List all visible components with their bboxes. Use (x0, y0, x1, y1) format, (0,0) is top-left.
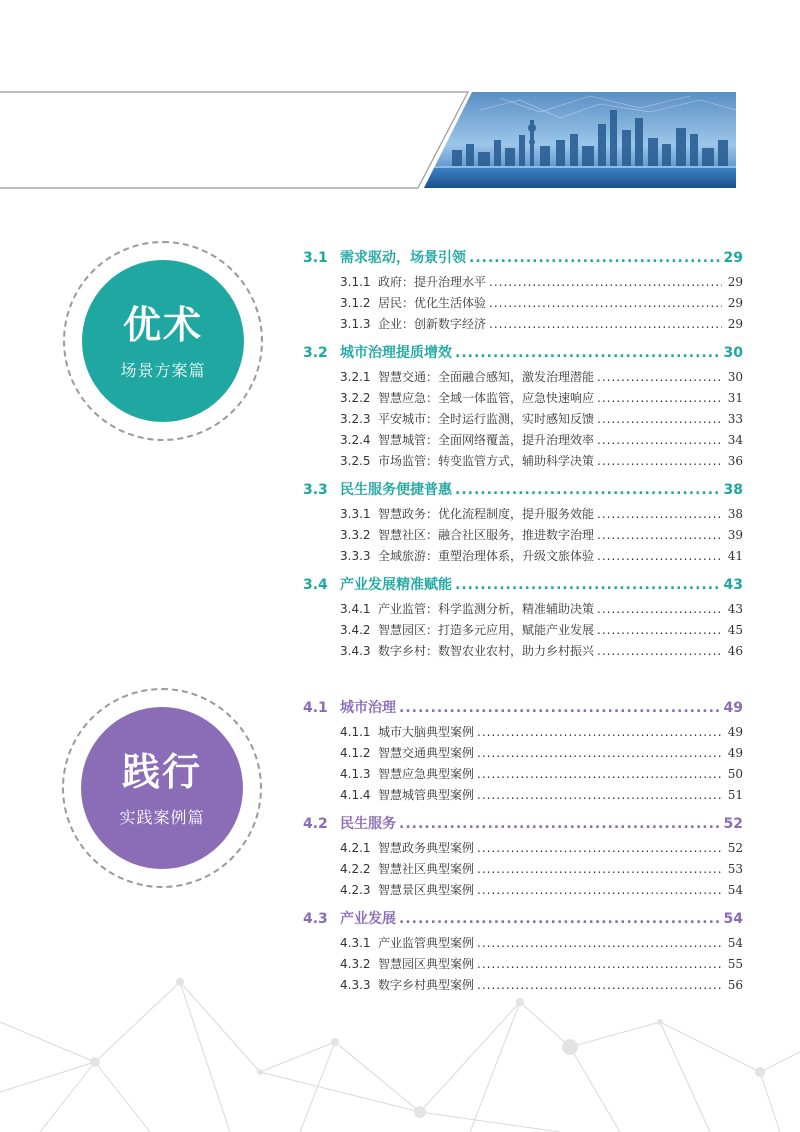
skyline-image (420, 92, 740, 188)
item-title: 智慧城管典型案例 (378, 788, 475, 802)
page-number: 46 (727, 644, 743, 658)
item-title: 智慧景区典型案例 (378, 883, 475, 897)
dot-leader (455, 577, 721, 593)
dot-leader (597, 412, 722, 426)
dot-leader (477, 725, 722, 739)
toc-item[interactable] (303, 410, 743, 431)
toc-section[interactable] (303, 697, 743, 723)
toc-item[interactable] (303, 547, 743, 568)
toc-section[interactable] (303, 479, 743, 505)
section-title: 城市治理 (340, 700, 396, 716)
item-title: 智慧交通：全面融合感知，激发治理潜能 (378, 370, 595, 384)
section-title: 需求驱动，场景引领 (340, 250, 466, 266)
item-title: 智慧园区：打造多元应用，赋能产业发展 (378, 623, 595, 637)
item-title: 市场监管：转变监管方式，辅助科学决策 (378, 454, 595, 468)
toc-section[interactable] (303, 574, 743, 600)
section-number: 4.3 (303, 911, 328, 927)
item-title: 平安城市：全时运行监测，实时感知反馈 (378, 412, 595, 426)
dot-leader (469, 250, 721, 266)
toc-item[interactable] (303, 621, 743, 642)
toc-part-2 (303, 697, 743, 997)
toc-section[interactable] (303, 342, 743, 368)
toc-item[interactable] (303, 526, 743, 547)
item-number: 3.1.3 (340, 317, 371, 331)
dot-leader (597, 391, 722, 405)
item-title: 城市大脑典型案例 (378, 725, 475, 739)
dot-leader (597, 433, 722, 447)
dot-leader (477, 883, 722, 897)
page-number: 29 (723, 250, 743, 266)
item-number: 3.1.2 (340, 296, 371, 310)
badge-title: 践行 (121, 749, 202, 794)
item-title: 智慧应急：全域一体监管，应急快速响应 (378, 391, 595, 405)
section-title: 民生服务 (340, 816, 396, 832)
item-number: 4.1.4 (340, 788, 371, 802)
toc-section[interactable] (303, 813, 743, 839)
page-number: 29 (727, 296, 743, 310)
page-number: 34 (727, 433, 743, 447)
item-title: 企业：创新数字经济 (378, 317, 487, 331)
toc-part-1 (303, 247, 743, 663)
item-number: 4.2.1 (340, 841, 371, 855)
dot-leader (399, 700, 721, 716)
chapter-badge-jianxing (62, 688, 262, 888)
page-number: 54 (723, 911, 743, 927)
item-number: 3.4.2 (340, 623, 371, 637)
section-title: 产业发展精准赋能 (340, 577, 452, 593)
dot-leader (489, 296, 722, 310)
item-number: 4.3.2 (340, 957, 371, 971)
page-number: 53 (727, 862, 743, 876)
toc-item[interactable] (303, 315, 743, 336)
page-number: 52 (723, 816, 743, 832)
dot-leader (597, 507, 722, 521)
section-title: 民生服务便捷普惠 (340, 482, 452, 498)
item-title: 智慧城管：全面网络覆盖，提升治理效率 (378, 433, 595, 447)
dot-leader (455, 345, 721, 361)
item-title: 数字乡村典型案例 (378, 978, 475, 992)
item-number: 3.2.5 (340, 454, 371, 468)
item-number: 4.1.1 (340, 725, 371, 739)
item-title: 产业监管典型案例 (378, 936, 475, 950)
toc-item[interactable] (303, 294, 743, 315)
dot-leader (489, 275, 722, 289)
toc-item[interactable] (303, 723, 743, 744)
page-number: 50 (727, 767, 743, 781)
dot-leader (455, 482, 721, 498)
item-title: 智慧社区：融合社区服务，推进数字治理 (378, 528, 595, 542)
item-title: 智慧应急典型案例 (378, 767, 475, 781)
dot-leader (477, 788, 722, 802)
toc-item[interactable] (303, 839, 743, 860)
dot-leader (399, 911, 721, 927)
page-number: 43 (727, 602, 743, 616)
page-number: 54 (727, 936, 743, 950)
page-number: 43 (723, 577, 743, 593)
dot-leader (477, 841, 722, 855)
page-number: 29 (727, 275, 743, 289)
item-title: 政府：提升治理水平 (378, 275, 487, 289)
page-number: 45 (727, 623, 743, 637)
dot-leader (597, 644, 722, 658)
section-number: 3.2 (303, 345, 328, 361)
item-number: 3.2.3 (340, 412, 371, 426)
item-title: 产业监管：科学监测分析，精准辅助决策 (378, 602, 595, 616)
item-number: 4.3.3 (340, 978, 371, 992)
toc-item[interactable] (303, 881, 743, 902)
page-number: 49 (723, 700, 743, 716)
item-title: 数字乡村：数智农业农村，助力乡村振兴 (378, 644, 595, 658)
page-number: 56 (727, 978, 743, 992)
chapter-badge-youshu (63, 241, 263, 441)
item-title: 智慧政务典型案例 (378, 841, 475, 855)
item-number: 3.4.1 (340, 602, 371, 616)
dot-leader (399, 816, 721, 832)
item-number: 3.3.2 (340, 528, 371, 542)
item-title: 智慧交通典型案例 (378, 746, 475, 760)
dot-leader (477, 767, 722, 781)
badge-disc (82, 260, 244, 422)
item-number: 3.2.4 (340, 433, 371, 447)
item-number: 3.3.3 (340, 549, 371, 563)
toc-item[interactable] (303, 368, 743, 389)
item-title: 居民：优化生活体验 (378, 296, 487, 310)
toc-section[interactable] (303, 247, 743, 273)
dot-leader (597, 549, 722, 563)
item-title: 智慧政务：优化流程制度，提升服务效能 (378, 507, 595, 521)
toc-item[interactable] (303, 389, 743, 410)
page-number: 30 (727, 370, 743, 384)
section-title: 产业发展 (340, 911, 396, 927)
toc-item[interactable] (303, 505, 743, 526)
section-number: 3.1 (303, 250, 328, 266)
section-number: 4.1 (303, 700, 328, 716)
item-number: 4.1.3 (340, 767, 371, 781)
item-number: 4.2.2 (340, 862, 371, 876)
network-pattern-decoration (0, 962, 800, 1132)
item-number: 4.1.2 (340, 746, 371, 760)
section-number: 4.2 (303, 816, 328, 832)
toc-item[interactable] (303, 765, 743, 786)
page-number: 31 (727, 391, 743, 405)
item-number: 3.2.1 (340, 370, 371, 384)
page-number: 33 (727, 412, 743, 426)
toc-item[interactable] (303, 860, 743, 881)
section-title: 城市治理提质增效 (340, 345, 452, 361)
page-number: 29 (727, 317, 743, 331)
dot-leader (477, 936, 722, 950)
item-number: 3.3.1 (340, 507, 371, 521)
toc-item[interactable] (303, 642, 743, 663)
page-number: 38 (727, 507, 743, 521)
dot-leader (489, 317, 722, 331)
page-number: 38 (723, 482, 743, 498)
header-frame-line (0, 92, 468, 188)
badge-disc (81, 707, 243, 869)
toc-item[interactable] (303, 786, 743, 807)
badge-title: 优术 (122, 302, 203, 347)
item-number: 4.2.3 (340, 883, 371, 897)
section-number: 3.4 (303, 577, 328, 593)
page-number: 54 (727, 883, 743, 897)
toc-item[interactable] (303, 600, 743, 621)
page-number: 36 (727, 454, 743, 468)
dot-leader (597, 602, 722, 616)
dot-leader (477, 746, 722, 760)
badge-subtitle: 实践案例篇 (119, 807, 205, 827)
badge-subtitle: 场景方案篇 (120, 360, 206, 380)
dot-leader (597, 528, 722, 542)
page-number: 55 (727, 957, 743, 971)
toc-item[interactable] (303, 934, 743, 955)
header-banner (0, 0, 800, 200)
item-number: 3.4.3 (340, 644, 371, 658)
page-number: 49 (727, 746, 743, 760)
section-number: 3.3 (303, 482, 328, 498)
item-number: 4.3.1 (340, 936, 371, 950)
dot-leader (597, 623, 722, 637)
toc-item[interactable] (303, 273, 743, 294)
item-title: 全域旅游：重塑治理体系，升级文旅体验 (378, 549, 595, 563)
item-title: 智慧园区典型案例 (378, 957, 475, 971)
toc-item[interactable] (303, 744, 743, 765)
toc-item[interactable] (303, 452, 743, 473)
page-number: 49 (727, 725, 743, 739)
item-number: 3.1.1 (340, 275, 371, 289)
page-number: 39 (727, 528, 743, 542)
page-number: 30 (723, 345, 743, 361)
toc-item[interactable] (303, 431, 743, 452)
dot-leader (597, 370, 722, 384)
page-number: 51 (727, 788, 743, 802)
toc-section[interactable] (303, 908, 743, 934)
item-title: 智慧社区典型案例 (378, 862, 475, 876)
dot-leader (477, 862, 722, 876)
page-number: 52 (727, 841, 743, 855)
item-number: 3.2.2 (340, 391, 371, 405)
dot-leader (597, 454, 722, 468)
page-number: 41 (727, 549, 743, 563)
